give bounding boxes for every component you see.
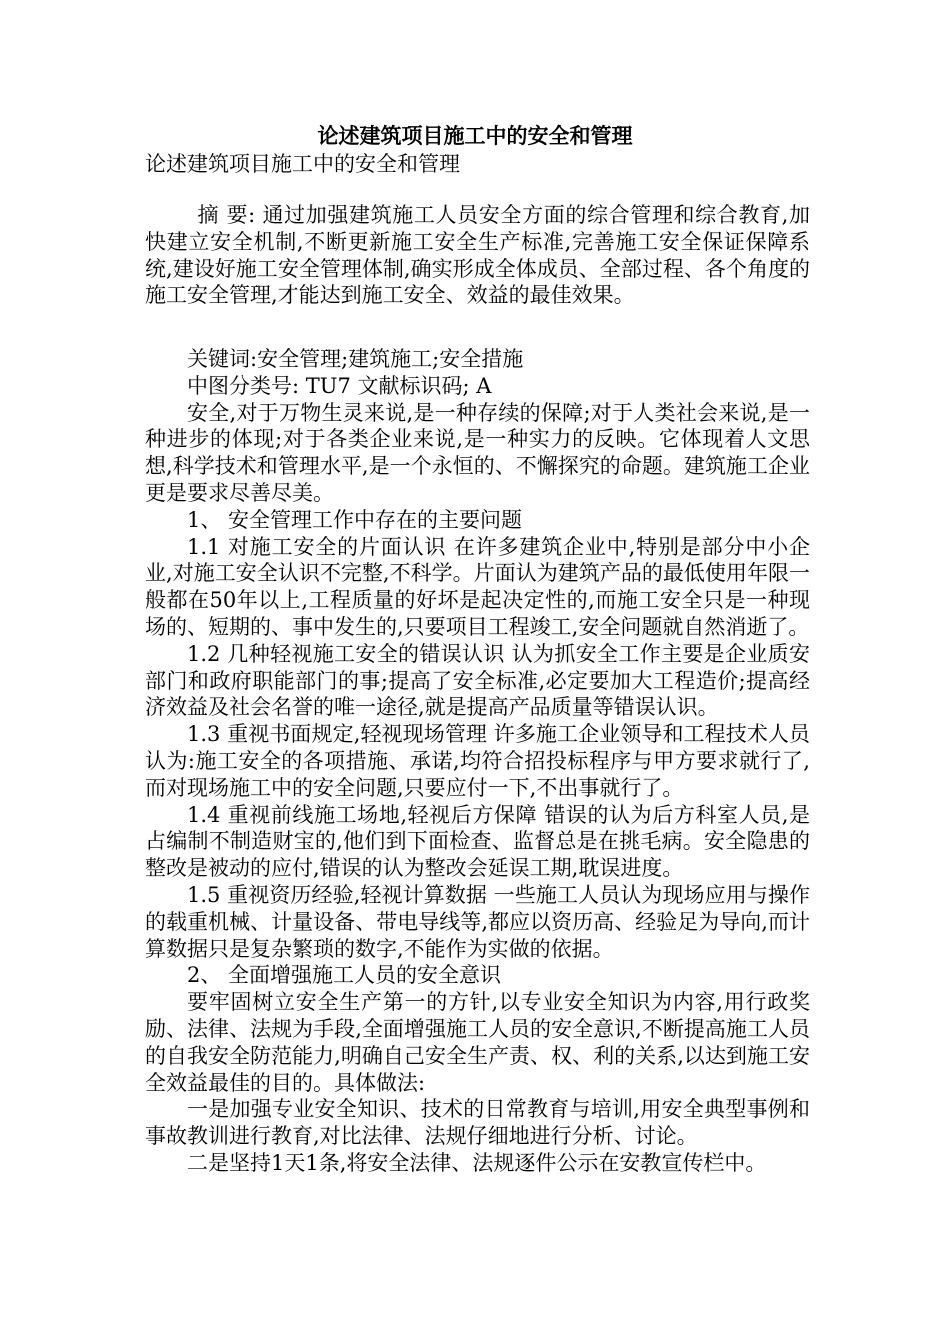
abstract-paragraph: 摘 要: 通过加强建筑施工人员安全方面的综合管理和综合教育,加快建立安全机制,不断更新施工安全生产标准,完善施工安全保证保障系统,建设好施工安全管理体制,确实形成全体成员、全部过程、各个角度的施工安全管理,才能达到施工安全、效益的最佳效果。	[145, 203, 810, 308]
body-paragraph: 1.5 重视资历经验,轻视计算数据 一些施工人员认为现场应用与操作的载重机械、计量设备、带电导线等,都应以资历高、经验足为导向,而计算数据只是复杂繁琐的数字,不能作为实做的依据。	[145, 882, 810, 961]
document-subtitle: 论述建筑项目施工中的安全和管理	[145, 152, 460, 176]
body-paragraph: 1.2 几种轻视施工安全的错误认识 认为抓安全工作主要是企业质安部门和政府职能部门的事;提高了安全标准,必定要加大工程造价;提高经济效益及社会名誉的唯一途径,就是提高产品质量等错误认识。	[145, 641, 810, 720]
body-paragraph: 1.3 重视书面规定,轻视现场管理 许多施工企业领导和工程技术人员认为:施工安全的各项措施、承诺,均符合招投标程序与甲方要求就行了,而对现场施工中的安全问题,只要应付一下,不出事就行了。	[145, 722, 810, 800]
document-title: 论述建筑项目施工中的安全和管理	[317, 123, 633, 148]
section-heading: 2、 全面增强施工人员的安全意识	[187, 963, 502, 988]
body-paragraph: 1.4 重视前线施工场地,轻视后方保障 错误的认为后方科室人员,是占编制不制造财宝的,他们到下面检查、监督总是在挑毛病。安全隐患的整改是被动的应付,错误的认为整改会延误工期,耽误进度。	[145, 802, 810, 881]
body-paragraph: 二是坚持1天1条,将安全法律、法规逐件公示在安教宣传栏中。	[187, 1150, 767, 1175]
abstract-block	[145, 202, 810, 309]
body-paragraph: 1.1 对施工安全的片面认识 在许多建筑企业中,特别是部分中小企业,对施工安全认识不完整,不科学。片面认为建筑产品的最低使用年限一般都在50年以上,工程质量的好坏是起决定性的,而施工安全只是一种现场的、短期的、事中发生的,只要项目工程竣工,安全问题就自然消逝了。	[145, 534, 810, 639]
body-text	[145, 346, 810, 1177]
body-paragraph: 要牢固树立安全生产第一的方针,以专业安全知识为内容,用行政奖励、法律、法规为手段,全面增强施工人员的安全意识,不断提高施工人员的自我安全防范能力,明确自己安全生产责、权、利的关系,以达到施工安全效益最佳的目的。具体做法:	[145, 990, 810, 1095]
classification-line: 中图分类号: TU7 文献标识码; A	[187, 373, 492, 398]
keywords-line: 关键词:安全管理;建筑施工;安全措施	[187, 347, 524, 371]
body-paragraph: 一是加强专业安全知识、技术的日常教育与培训,用安全典型事例和事故教训进行教育,对比法律、法规仔细地进行分析、讨论。	[145, 1097, 810, 1149]
body-paragraph: 安全,对于万物生灵来说,是一种存续的保障;对于人类社会来说,是一种进步的体现;对于各类企业来说,是一种实力的反映。它体现着人文思想,科学技术和管理水平,是一个永恒的、不懈探究的命题。建筑施工企业更是要求尽善尽美。	[145, 400, 810, 505]
section-heading: 1、 安全管理工作中存在的主要问题	[187, 507, 523, 532]
